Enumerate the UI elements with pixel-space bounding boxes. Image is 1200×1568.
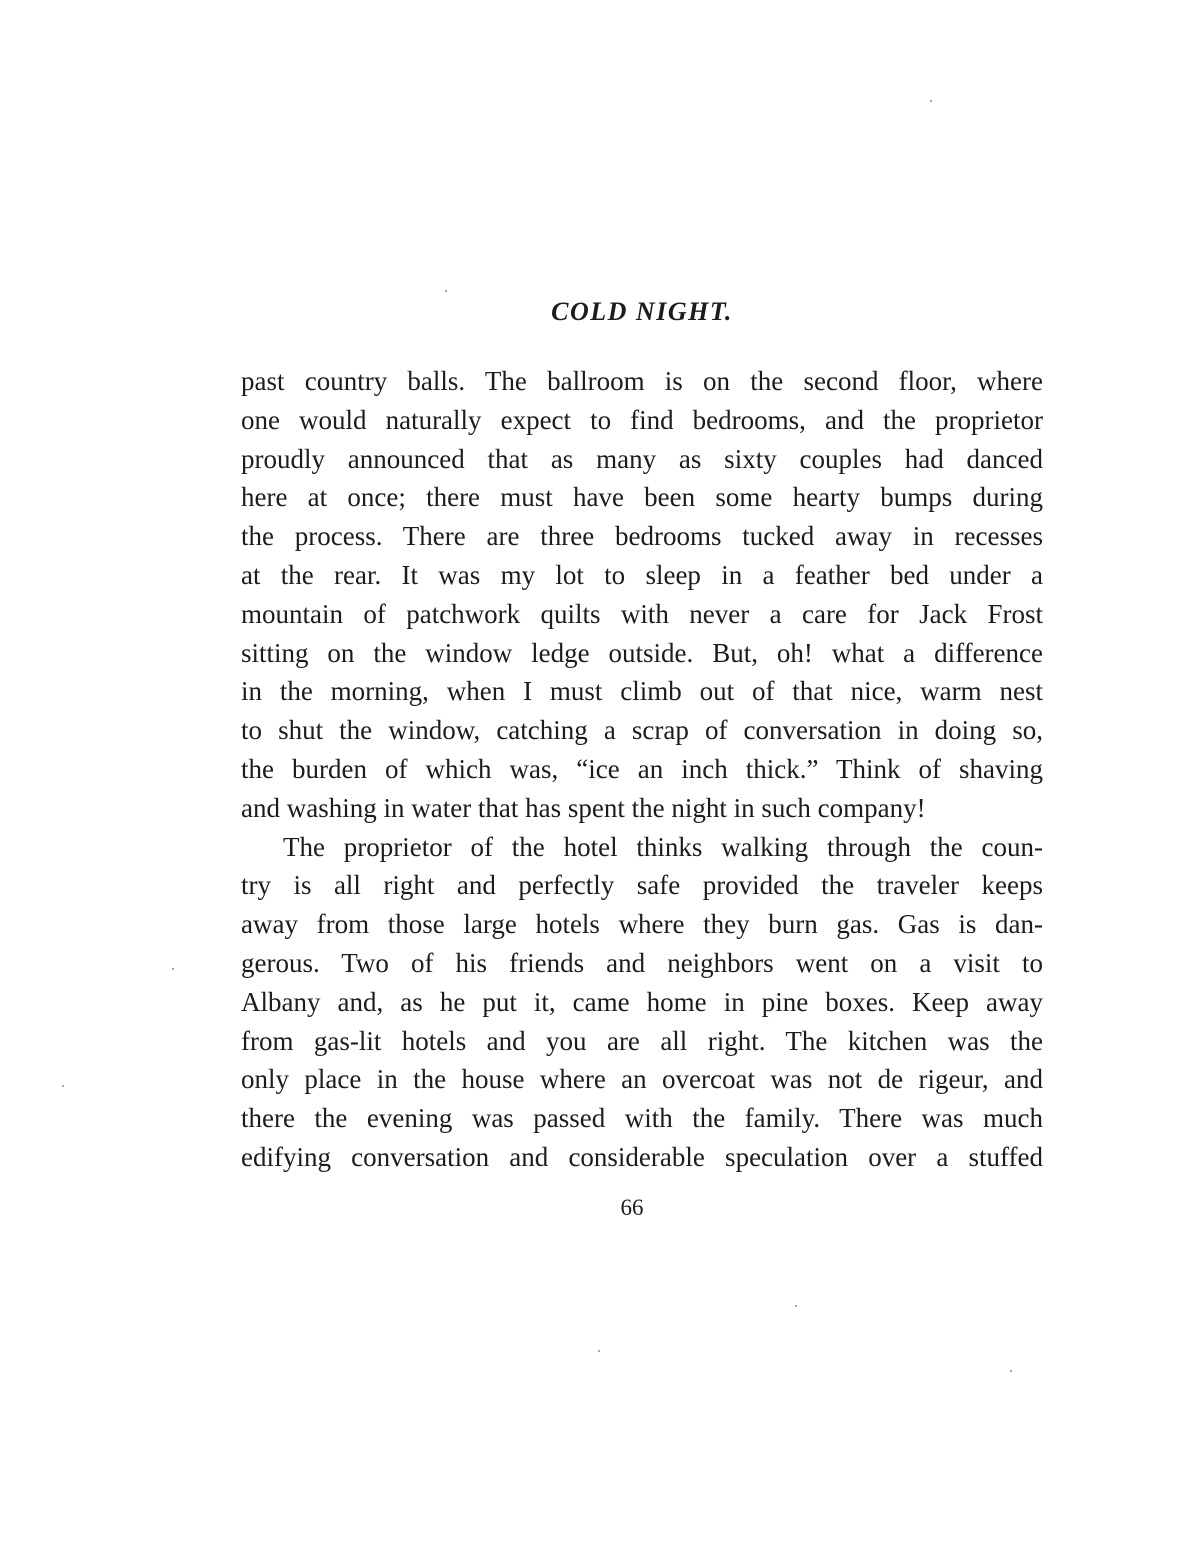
- text-line: gerous. Two of his friends and neighbors went on a visit to: [241, 947, 1043, 978]
- paper-speck: [1010, 1370, 1012, 1372]
- body-text: [241, 362, 1043, 1177]
- text-line: the process. There are three bedrooms tucked away in recesses: [241, 521, 1043, 552]
- text-line: past country balls. The ballroom is on the second floor, where: [241, 366, 1043, 396]
- text-line: edifying conversation and considerable speculation over a stuffed: [241, 1141, 1043, 1172]
- text-line: in the morning, when I must climb out of that nice, warm nest: [241, 676, 1043, 707]
- text-line: mountain of patchwork quilts with never a care for Jack Frost: [241, 598, 1043, 629]
- page-number: 66: [620, 1195, 644, 1220]
- paper-speck: [445, 290, 447, 292]
- text-line: here at once; there must have been some hearty bumps during: [241, 482, 1043, 513]
- paper-speck: [795, 1305, 797, 1307]
- running-head: COLD NIGHT.: [551, 297, 733, 326]
- text-line: from gas-lit hotels and you are all right. The kitchen was the: [241, 1025, 1043, 1056]
- text-line: the burden of which was, “ice an inch thick.” Think of shaving: [241, 753, 1043, 784]
- paper-speck: [598, 1350, 600, 1352]
- text-line: Albany and, as he put it, came home in pine boxes. Keep away: [241, 986, 1043, 1017]
- paper-speck: [62, 1085, 64, 1087]
- paragraph-end-line: and washing in water that has spent the night in such company!: [241, 792, 926, 823]
- text-line: sitting on the window ledge outside. But, oh! what a difference: [241, 637, 1043, 668]
- text-line: try is all right and perfectly safe provided the traveler keeps: [241, 870, 1043, 901]
- text-line: there the evening was passed with the family. There was much: [241, 1103, 1043, 1134]
- paper-speck: [172, 968, 174, 970]
- text-line: at the rear. It was my lot to sleep in a feather bed under a: [241, 559, 1043, 590]
- text-line: only place in the house where an overcoat was not de rigeur, and: [241, 1064, 1043, 1095]
- text-line: away from those large hotels where they burn gas. Gas is dan-: [241, 909, 1043, 940]
- text-line: to shut the window, catching a scrap of conversation in doing so,: [241, 715, 1043, 746]
- paper-speck: [930, 100, 932, 102]
- text-line: one would naturally expect to find bedrooms, and the proprietor: [241, 404, 1043, 435]
- text-line: proudly announced that as many as sixty couples had danced: [241, 443, 1043, 474]
- paragraph-start-line: The proprietor of the hotel thinks walking through the coun-: [283, 831, 1043, 862]
